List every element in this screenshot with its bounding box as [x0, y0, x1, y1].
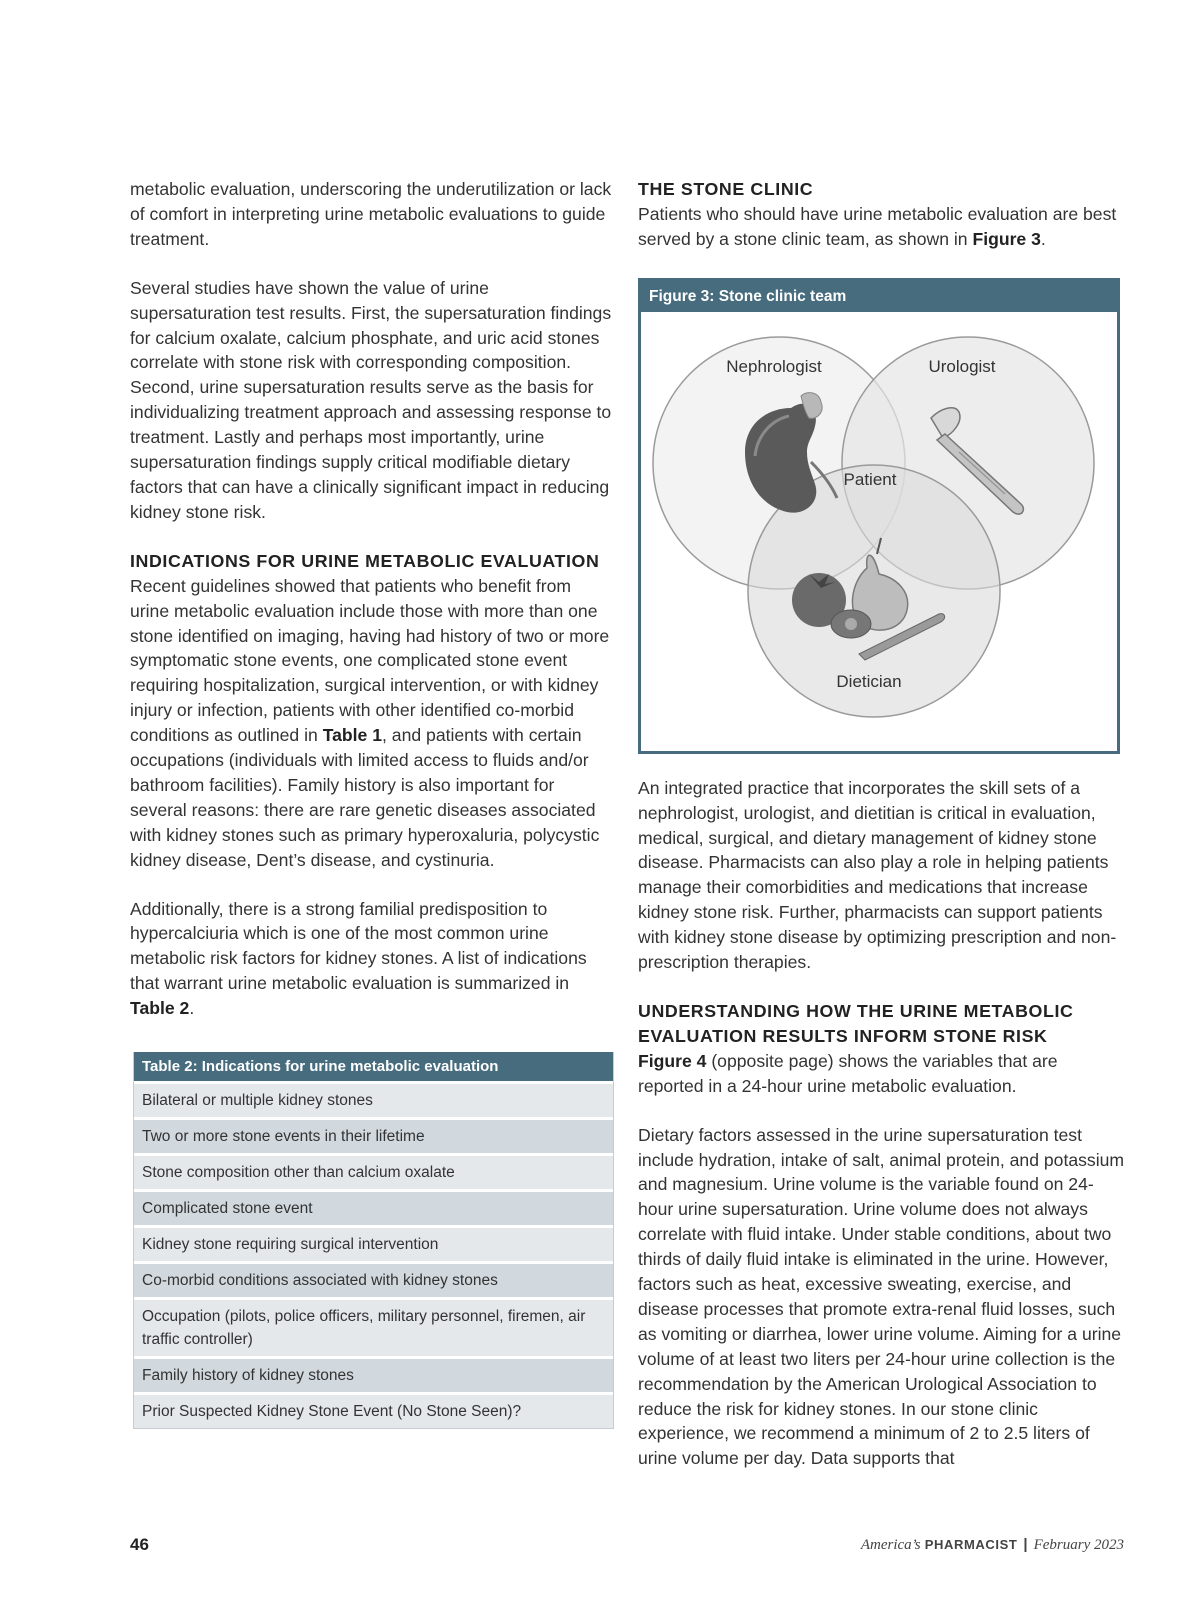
- figure3-reference: Figure 3: [972, 228, 1041, 249]
- paragraph-supersaturation: Several studies have shown the value of urine supersaturation test results. First, the supersaturation findings for calcium oxalate, calcium phosphate, and uric acid stones correlate with stone risk with corresponding composition. Second, urine supersaturation results serve as the basis for individualizing treatment approach and assessing response to treatment. Lastly and perhaps most importantly, urine supersaturation findings supply critical modifiable dietary factors that can have a clinically significant impact in reducing kidney stone risk.: [130, 277, 612, 522]
- table1-reference: Table 1: [322, 725, 383, 746]
- masthead-separator: |: [1023, 1536, 1028, 1553]
- paragraph-dietary-factors: Dietary factors assessed in the urine supersaturation test include hydration, intake of salt, animal protein, and potassium and magnesium. Urine volume is the variable found on 24-hour urine supersaturation. Urine volume does not always correlate with fluid intake. Under stable conditions, about two thirds of daily fluid intake is eliminated in the urine. However, factors such as heat, excessive sweating, exercise, and disease processes that promote extra-renal fluid losses, such as vomiting or diarrhea, lower urine volume. Aiming for a urine volume of at least two liters per 24-hour urine collection is the recommendation by the American Urological Association to reduce the risk for kidney stones. In our stone clinic experience, we recommend a minimum of 2 to 2.5 liters of urine volume per day. Data supports that: [638, 1124, 1125, 1469]
- nephrologist-label: Nephrologist: [726, 356, 822, 376]
- heading-understanding: UNDERSTANDING HOW THE URINE METABOLIC EVALUATION RESULTS INFORM STONE RISK: [638, 1000, 1074, 1046]
- paragraph-figure4: [638, 1049, 1126, 1099]
- heading-stone-clinic: THE STONE CLINIC: [638, 179, 814, 199]
- table-row: Prior Suspected Kidney Stone Event (No Stone Seen)?: [134, 1392, 613, 1428]
- table-row: Bilateral or multiple kidney stones: [134, 1081, 613, 1117]
- figure-3-title: Figure 3: Stone clinic team: [641, 281, 1117, 312]
- right-column: [638, 177, 1126, 1471]
- table2-reference: Table 2: [130, 998, 190, 1019]
- table-row: Stone composition other than calcium oxalate: [134, 1153, 613, 1189]
- publication-prefix: America’s: [860, 1537, 921, 1553]
- paragraph-guidelines: [130, 574, 612, 873]
- text-run: .: [1040, 228, 1046, 249]
- text-run: Recent guidelines showed that patients who benefit from urine metabolic evaluation include those with more than one stone identified on imaging, having had history of two or more symptomatic stone events, one complicated stone event requiring hospitalization, surgical intervention, or with kidney injury or infection, patients with other identified co-morbid conditions as outlined in: [130, 575, 610, 746]
- figure4-reference: Figure 4: [638, 1050, 707, 1071]
- figure-3: [638, 278, 1120, 754]
- urologist-label: Urologist: [928, 356, 996, 376]
- table-row: Co-morbid conditions associated with kidney stones: [134, 1261, 613, 1297]
- paragraph-stone-clinic: [638, 202, 1126, 252]
- table-row: Occupation (pilots, police officers, military personnel, firemen, air traffic controller): [134, 1297, 613, 1356]
- patient-label: Patient: [843, 469, 897, 489]
- text-run: (opposite page) shows the variables that are reported in a 24-hour urine metabolic evaluation.: [638, 1050, 1058, 1096]
- publication-masthead: [861, 1536, 1124, 1554]
- text-run: Patients who should have urine metabolic evaluation are best served by a stone clinic team, as shown in: [638, 203, 1117, 249]
- heading-indications: INDICATIONS FOR URINE METABOLIC EVALUATION: [130, 550, 600, 571]
- issue-date: February 2023: [1033, 1537, 1124, 1553]
- paragraph-familial: [130, 897, 612, 1022]
- table-row: Family history of kidney stones: [134, 1356, 613, 1392]
- text-run: , and patients with certain occupations (individuals with limited access to fluids and/or bathroom facilities). Family history is also important for several reasons: there are rare genetic diseases associated with kidney stones such as primary hyperoxaluria, polycystic kidney disease, Dent’s disease, and cystinuria.: [130, 725, 600, 870]
- text-run: .: [189, 998, 195, 1019]
- text-run: Additionally, there is a strong familial predisposition to hypercalciuria which is one of the most common urine metabolic risk factors for kidney stones. A list of indications that warrant urine metabolic evaluation is summarized in: [130, 898, 587, 994]
- paragraph-integrated-practice: An integrated practice that incorporates the skill sets of a nephrologist, urologist, and dietitian is critical in evaluation, medical, surgical, and dietary management of kidney stone disease. Pharmacists can also play a role in helping patients manage their comorbidities and medications that increase kidney stone risk. Further, pharmacists can support patients with kidney stone disease by optimizing prescription and non-prescription therapies.: [638, 777, 1117, 973]
- venn-diagram: [641, 312, 1117, 751]
- publication-name: PHARMACIST: [924, 1537, 1018, 1552]
- table-row: Kidney stone requiring surgical intervention: [134, 1225, 613, 1261]
- paragraph-intro: metabolic evaluation, underscoring the underutilization or lack of comfort in interpreting urine metabolic evaluations to guide treatment.: [130, 179, 612, 249]
- page-number: 46: [130, 1535, 149, 1554]
- table-2: [133, 1052, 614, 1429]
- left-column: [130, 177, 612, 1429]
- dietician-label: Dietician: [836, 671, 902, 691]
- table-row: Two or more stone events in their lifetime: [134, 1117, 613, 1153]
- table-row: Complicated stone event: [134, 1189, 613, 1225]
- table-2-title: Table 2: Indications for urine metabolic evaluation: [134, 1052, 613, 1081]
